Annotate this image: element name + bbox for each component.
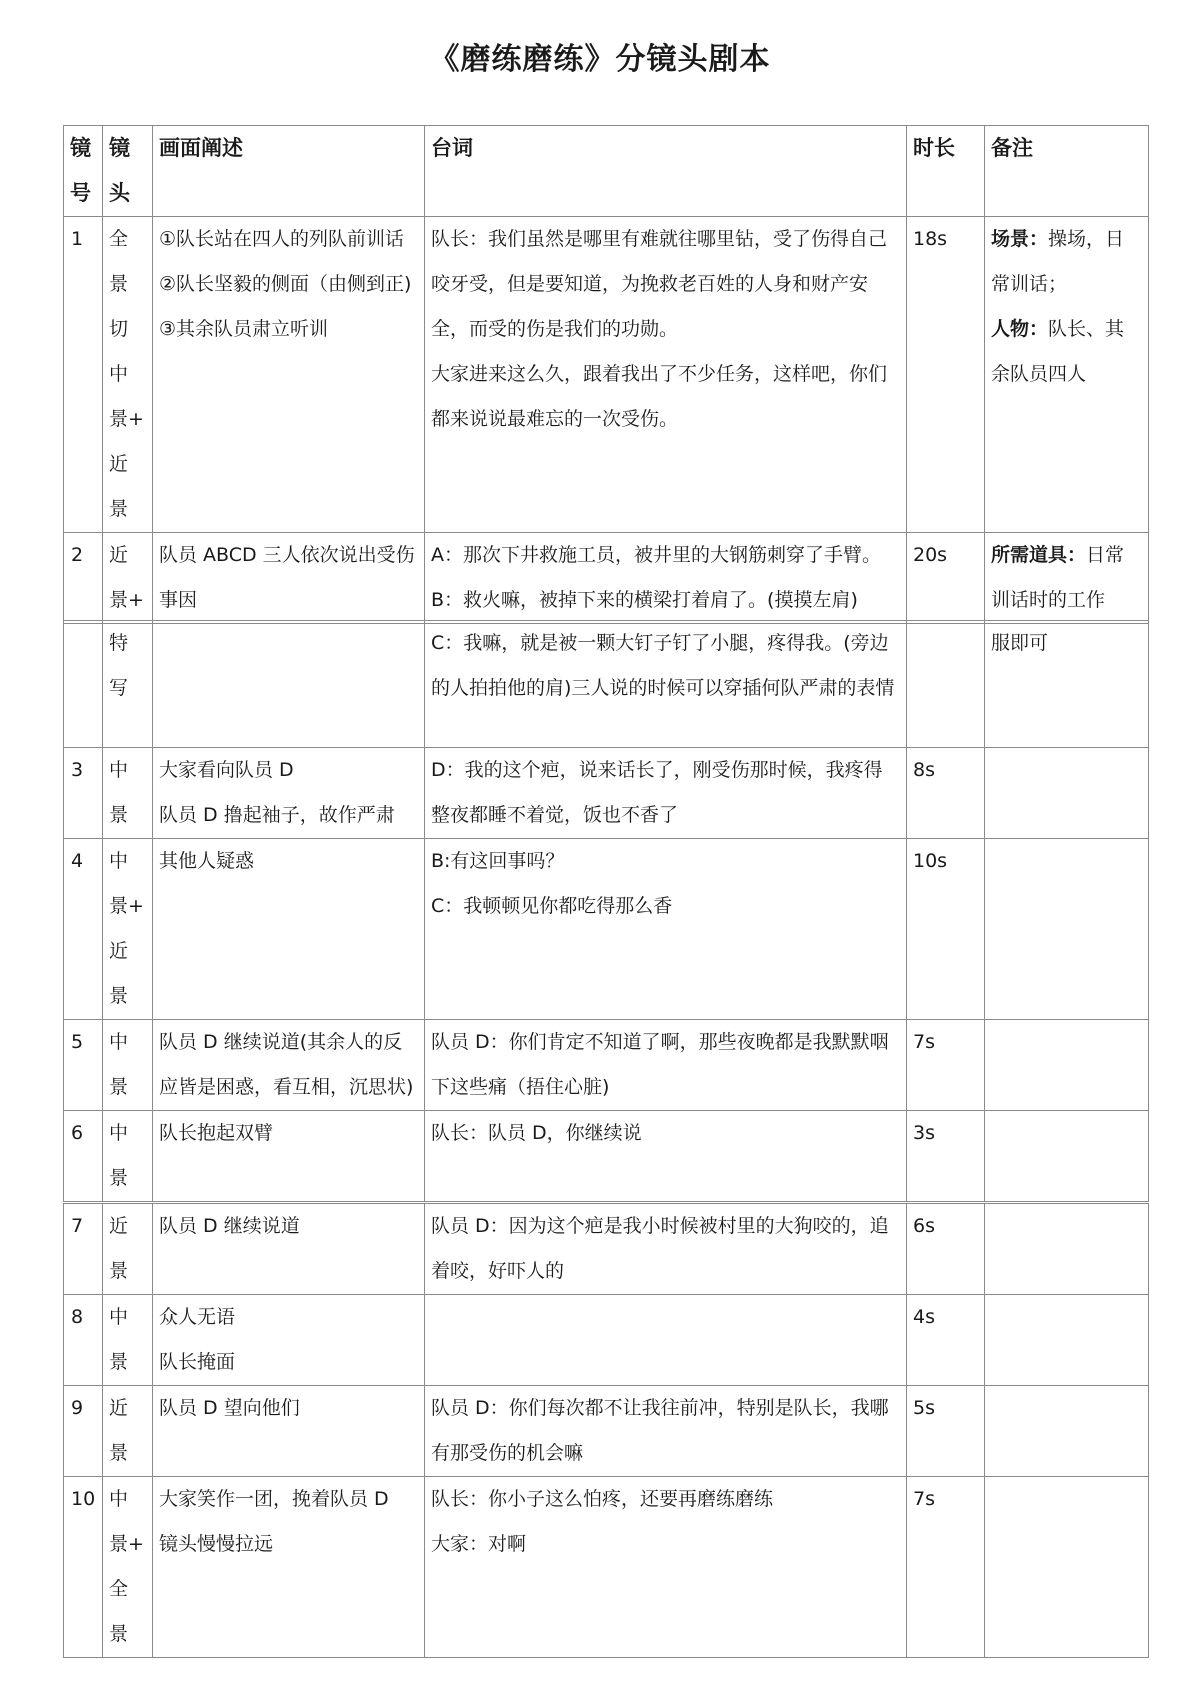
- description-line: 镜头慢慢拉远: [159, 1533, 274, 1555]
- shot-type: [103, 839, 153, 1020]
- shot-type-char: 写: [109, 677, 129, 699]
- duration: 8s: [907, 748, 985, 839]
- table-row: [64, 1020, 1149, 1111]
- shot-type-char: 近: [109, 940, 129, 962]
- dialogue-line: 队员 D：你们每次都不让我往前冲，特别是队长，我哪有那受伤的机会嘛: [431, 1397, 889, 1464]
- shot-type: [103, 1477, 153, 1658]
- note-label: 人物：: [991, 318, 1049, 340]
- shot-type-char: 景+: [109, 408, 144, 430]
- shot-type-char: 近: [109, 1215, 129, 1237]
- shot-type: [103, 533, 153, 624]
- notes: [985, 1020, 1149, 1111]
- shot-type-char: 中: [109, 1488, 129, 1510]
- header-shot-type: [103, 126, 153, 217]
- shot-type-char: 景: [109, 985, 129, 1007]
- shot-type: [103, 1204, 153, 1295]
- header-char: 号: [70, 181, 91, 205]
- shot-number: 8: [64, 1295, 103, 1386]
- shot-number: 2: [64, 533, 103, 624]
- shot-type-char: 景: [109, 1076, 129, 1098]
- header-description: 画面阐述: [153, 126, 425, 217]
- header-row: [64, 126, 1149, 217]
- table-row: [64, 1204, 1149, 1295]
- description-line: 队长抱起双臂: [159, 1122, 274, 1144]
- scene-description: [153, 1477, 425, 1658]
- table-row: [64, 748, 1149, 839]
- notes: [985, 1204, 1149, 1295]
- shot-type-char: 中: [109, 1122, 129, 1144]
- description-line: 队员 D 继续说道(其余人的反应皆是困惑，看互相，沉思状): [159, 1031, 414, 1098]
- dialogue-line: 大家：对啊: [431, 1533, 527, 1555]
- shot-type-char: 景: [109, 498, 129, 520]
- header-dialogue: 台词: [425, 126, 907, 217]
- description-line: 大家看向队员 D: [159, 759, 294, 781]
- shot-type: [103, 1020, 153, 1111]
- notes: [985, 533, 1149, 624]
- storyboard-table-part-1: [63, 125, 1149, 624]
- header-char: 镜: [70, 136, 91, 160]
- description-line: 队长掩面: [159, 1351, 236, 1373]
- shot-number: 3: [64, 748, 103, 839]
- shot-number: 6: [64, 1111, 103, 1202]
- description-line: 其他人疑惑: [159, 850, 255, 872]
- header-notes: 备注: [985, 126, 1149, 217]
- dialogue-line: 大家进来这么久，跟着我出了不少任务，这样吧，你们都来说说最难忘的一次受伤。: [431, 363, 888, 430]
- note-entry: [991, 307, 1142, 397]
- notes: [985, 839, 1149, 1020]
- description-line: ③其余队员肃立听训: [159, 318, 329, 340]
- header-char: 镜: [109, 136, 130, 160]
- dialogue: [425, 533, 907, 624]
- dialogue-line: 队长：队员 D，你继续说: [431, 1122, 642, 1144]
- dialogue-line: 队员 D：因为这个疤是我小时候被村里的大狗咬的，追着咬，好吓人的: [431, 1215, 889, 1282]
- shot-type-char: 近: [109, 453, 129, 475]
- shot-type-char: 景: [109, 804, 129, 826]
- description-line: 队员 D 望向他们: [159, 1397, 300, 1419]
- scene-description: [153, 621, 425, 748]
- dialogue: [425, 748, 907, 839]
- dialogue: [425, 621, 907, 748]
- duration: 18s: [907, 217, 985, 533]
- duration: 20s: [907, 533, 985, 624]
- note-entry: [991, 217, 1142, 307]
- note-entry: [991, 621, 1142, 666]
- scene-description: [153, 533, 425, 624]
- dialogue: [425, 839, 907, 1020]
- note-text: 操场，日常训话；: [991, 228, 1125, 295]
- dialogue-line: B:有这回事吗？: [431, 850, 565, 872]
- shot-type: [103, 1111, 153, 1202]
- shot-type-char: 近: [109, 544, 129, 566]
- shot-type-char: 切: [109, 318, 129, 340]
- description-line: ①队长站在四人的列队前训话: [159, 228, 405, 250]
- dialogue-line: C：我顿顿见你都吃得那么香: [431, 895, 673, 917]
- table-row: [64, 217, 1149, 533]
- storyboard-table-part-2: [63, 620, 1149, 1202]
- shot-type-char: 近: [109, 1397, 129, 1419]
- shot-type-char: 中: [109, 1306, 129, 1328]
- shot-type: [103, 1295, 153, 1386]
- notes: [985, 217, 1149, 533]
- description-line: 队员 ABCD 三人依次说出受伤事因: [159, 544, 415, 611]
- shot-type-char: 景: [109, 1442, 129, 1464]
- table-row: [64, 1111, 1149, 1202]
- description-line: 大家笑作一团，挽着队员 D: [159, 1488, 389, 1510]
- shot-type: [103, 1386, 153, 1477]
- note-text: 服即可: [991, 632, 1049, 654]
- shot-number: 4: [64, 839, 103, 1020]
- scene-description: [153, 217, 425, 533]
- shot-type-char: 中: [109, 850, 129, 872]
- shot-number: 1: [64, 217, 103, 533]
- shot-number: 5: [64, 1020, 103, 1111]
- dialogue: [425, 1204, 907, 1295]
- shot-number: 9: [64, 1386, 103, 1477]
- duration: 3s: [907, 1111, 985, 1202]
- shot-type-char: 全: [109, 228, 129, 250]
- scene-description: [153, 1386, 425, 1477]
- shot-type: [103, 621, 153, 748]
- shot-type-char: 景: [109, 1167, 129, 1189]
- table-row: [64, 1386, 1149, 1477]
- dialogue: [425, 1020, 907, 1111]
- notes: [985, 1386, 1149, 1477]
- dialogue-line: B：救火嘛，被掉下来的横梁打着肩了。(摸摸左肩): [431, 589, 858, 611]
- scene-description: [153, 748, 425, 839]
- header-duration: 时长: [907, 126, 985, 217]
- notes: [985, 1295, 1149, 1386]
- shot-number: [64, 621, 103, 748]
- description-line: 队员 D 撸起袖子，故作严肃: [159, 804, 395, 826]
- scene-description: [153, 1295, 425, 1386]
- shot-type-char: 中: [109, 1031, 129, 1053]
- shot-type-char: 景+: [109, 895, 144, 917]
- shot-type-char: 景: [109, 1260, 129, 1282]
- notes: [985, 1111, 1149, 1202]
- shot-type-char: 中: [109, 363, 129, 385]
- duration: 7s: [907, 1020, 985, 1111]
- duration: 4s: [907, 1295, 985, 1386]
- dialogue-line: 队员 D：你们肯定不知道了啊，那些夜晚都是我默默咽下这些痛（捂住心脏): [431, 1031, 889, 1098]
- duration: 10s: [907, 839, 985, 1020]
- note-entry: [991, 533, 1142, 623]
- description-line: 队员 D 继续说道: [159, 1215, 300, 1237]
- notes: [985, 748, 1149, 839]
- duration: [907, 621, 985, 748]
- dialogue: [425, 217, 907, 533]
- dialogue-line: D：我的这个疤，说来话长了，刚受伤那时候，我疼得整夜都睡不着觉，饭也不香了: [431, 759, 883, 826]
- dialogue: [425, 1295, 907, 1386]
- storyboard-table-part-3: [63, 1203, 1149, 1658]
- shot-number: 7: [64, 1204, 103, 1295]
- dialogue-line: 队长：你小子这么怕疼，还要再磨练磨练: [431, 1488, 774, 1510]
- note-text: 队长、其余队员四人: [991, 318, 1125, 385]
- scene-description: [153, 1111, 425, 1202]
- shot-type-char: 景: [109, 1351, 129, 1373]
- shot-type-char: 景: [109, 273, 129, 295]
- header-shot-number: [64, 126, 103, 217]
- notes: [985, 1477, 1149, 1658]
- note-label: 所需道具：: [991, 544, 1087, 566]
- shot-type: [103, 217, 153, 533]
- shot-type-char: 景+: [109, 1533, 144, 1555]
- dialogue-line: 队长：我们虽然是哪里有难就往哪里钻，受了伤得自己咬牙受，但是要知道，为挽救老百姓的人身和财产安全，而受的伤是我们的功勋。: [431, 228, 888, 340]
- notes: [985, 621, 1149, 748]
- shot-type-char: 特: [109, 632, 129, 654]
- scene-description: [153, 1020, 425, 1111]
- scene-description: [153, 1204, 425, 1295]
- dialogue: [425, 1477, 907, 1658]
- table-row: [64, 533, 1149, 624]
- document-title: 《磨练磨练》分镜头剧本: [429, 42, 771, 77]
- header-char: 头: [109, 181, 130, 205]
- note-label: 场景：: [991, 228, 1049, 250]
- duration: 5s: [907, 1386, 985, 1477]
- shot-type: [103, 748, 153, 839]
- duration: 6s: [907, 1204, 985, 1295]
- shot-type-char: 全: [109, 1578, 129, 1600]
- table-row: [64, 839, 1149, 1020]
- table-row: [64, 1477, 1149, 1658]
- dialogue: [425, 1386, 907, 1477]
- description-line: ②队长坚毅的侧面（由侧到正): [159, 273, 412, 295]
- shot-type-char: 中: [109, 759, 129, 781]
- scene-description: [153, 839, 425, 1020]
- description-line: 众人无语: [159, 1306, 236, 1328]
- shot-number: 10: [64, 1477, 103, 1658]
- table-row: [64, 1295, 1149, 1386]
- note-text: 日常训话时的工作: [991, 544, 1125, 611]
- shot-type-char: 景: [109, 1623, 129, 1645]
- duration: 7s: [907, 1477, 985, 1658]
- dialogue: [425, 1111, 907, 1202]
- table-row: [64, 621, 1149, 748]
- dialogue-line: C：我嘛，就是被一颗大钉子钉了小腿，疼得我。(旁边的人拍拍他的肩)三人说的时候可以穿插何队严肃的表情: [431, 632, 895, 699]
- dialogue-line: A：那次下井救施工员，被井里的大钢筋刺穿了手臂。: [431, 544, 881, 566]
- shot-type-char: 景+: [109, 589, 144, 611]
